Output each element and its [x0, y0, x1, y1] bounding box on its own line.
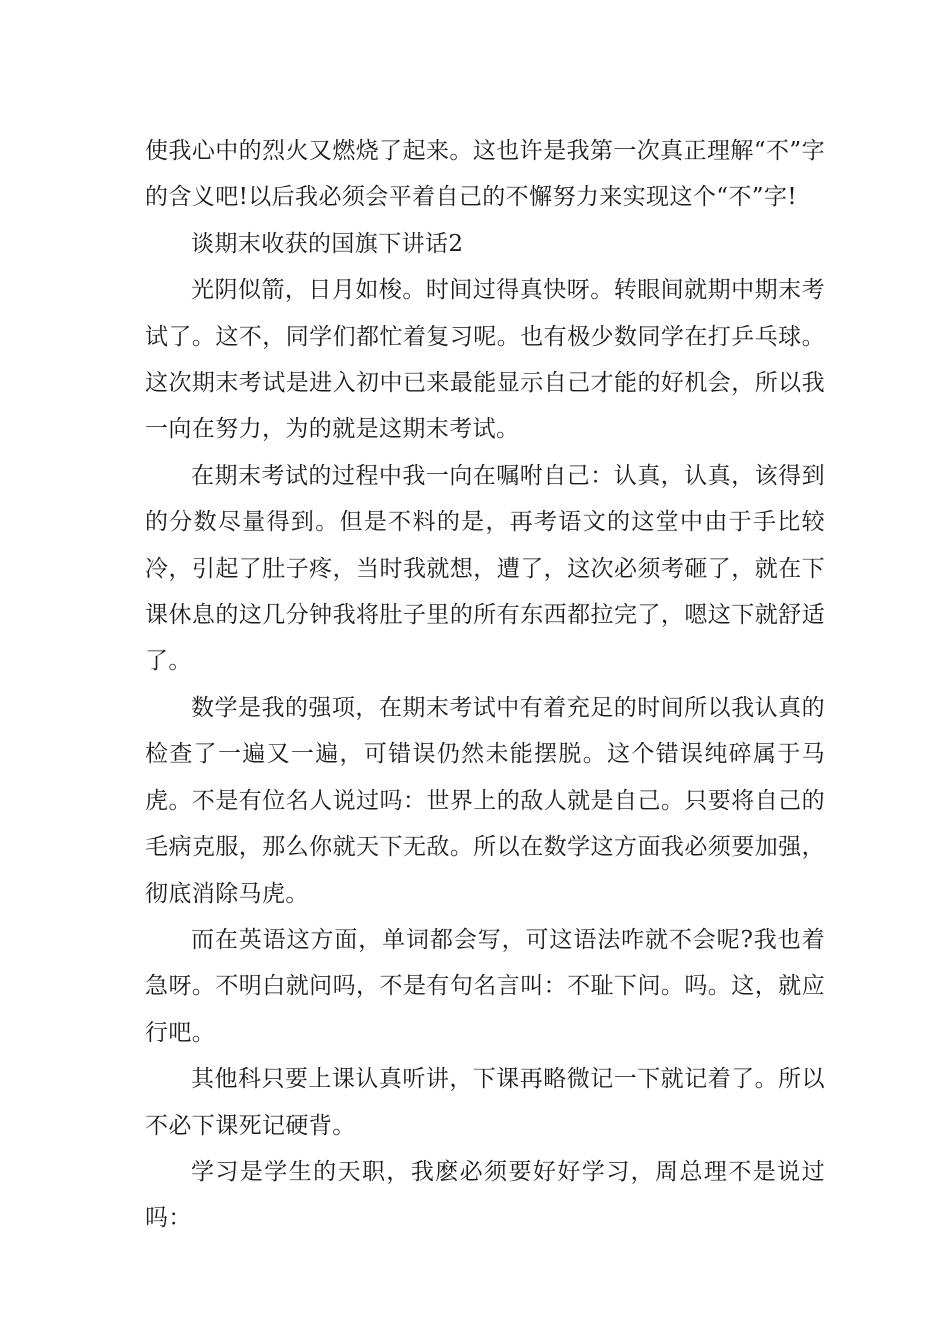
- section-heading: 谈期末收获的国旗下讲话2: [191, 230, 464, 257]
- paragraph: 数学是我的强项，在期末考试中有着充足的时间所以我认真的检查了一遍又一遍，可错误仍然未能摆脱。这个错误纯碎属于马虎。不是有位名人说过吗：世界上的敌人就是自己。只要将自己的毛病克服，那么你就天下无敌。所以在数学这方面我必须要加强，彻底消除马虎。: [145, 694, 825, 907]
- paragraph: 而在英语这方面，单词都会写，可这语法咋就不会呢?我也着急呀。不明白就问吗，不是有句名言叫：不耻下问。吗。这，就应行吧。: [145, 926, 825, 1046]
- paragraph: 在期末考试的过程中我一向在嘱咐自己：认真，认真，该得到的分数尽量得到。但是不料的是，再考语文的这堂中由于手比较冷，引起了肚子疼，当时我就想，遭了，这次必须考砸了，就在下课休息的这几分钟我将肚子里的所有东西都拉完了，嗯这下就舒适了。: [145, 462, 825, 675]
- paragraph: 学习是学生的天职，我麽必须要好好学习，周总理不是说过吗：: [145, 1158, 825, 1232]
- document-body: [145, 128, 825, 1242]
- paragraph: 其他科只要上课认真听讲，下课再略微记一下就记着了。所以不必下课死记硬背。: [145, 1066, 825, 1139]
- paragraph: 光阴似箭，日月如梭。时间过得真快呀。转眼间就期中期末考试了。这不，同学们都忙着复习呢。也有极少数同学在打乒乓球。这次期末考试是进入初中已来最能显示自己才能的好机会，所以我一向在努力，为的就是这期末考试。: [145, 277, 825, 443]
- paragraph-continuation: 使我心中的烈火又燃烧了起来。这也许是我第一次真正理解“不”字的含义吧!以后我必须会平着自己的不懈努力来实现这个“不”字!: [145, 138, 825, 211]
